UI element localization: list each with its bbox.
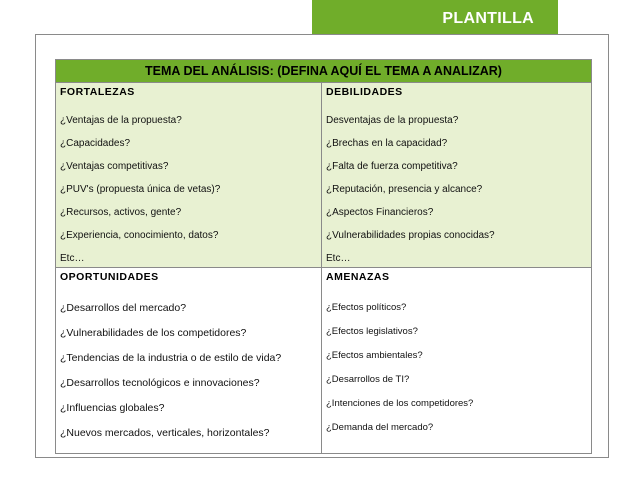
list-item: ¿Influencias globales? — [60, 402, 165, 414]
title-box — [312, 0, 558, 36]
fortalezas-cell — [56, 83, 322, 268]
list-item: ¿Brechas en la capacidad? — [326, 138, 448, 149]
list-item: ¿Aspectos Financieros? — [326, 207, 434, 218]
list-item: ¿Desarrollos de TI? — [326, 374, 410, 385]
list-item: ¿Efectos políticos? — [326, 302, 407, 313]
oportunidades-cell — [56, 268, 322, 454]
list-item: ¿Vulnerabilidades propias conocidas? — [326, 230, 495, 241]
list-item: ¿Falta de fuerza competitiva? — [326, 161, 458, 172]
list-item: ¿Efectos legislativos? — [326, 326, 418, 337]
list-item: ¿Tendencias de la industria o de estilo de vida? — [60, 352, 282, 364]
swot-table — [55, 59, 592, 454]
list-item: ¿Desarrollos del mercado? — [60, 302, 187, 314]
list-item: ¿Recursos, activos, gente? — [60, 207, 182, 218]
list-item: ¿Capacidades? — [60, 138, 131, 149]
list-item: Desventajas de la propuesta? — [326, 115, 459, 126]
list-item: ¿PUV's (propuesta única de vetas)? — [60, 184, 221, 195]
list-item: ¿Demanda del mercado? — [326, 422, 434, 433]
fortalezas-title: FORTALEZAS — [60, 86, 135, 98]
amenazas-title: AMENAZAS — [326, 271, 390, 283]
list-item: Etc… — [326, 253, 351, 264]
list-item: ¿Reputación, presencia y alcance? — [326, 184, 483, 195]
list-item: ¿Nuevos mercados, verticales, horizontales? — [60, 427, 270, 439]
slide-title: PLANTILLA — [442, 10, 534, 27]
amenazas-cell — [322, 268, 592, 454]
list-item: ¿Desarrollos tecnológicos e innovaciones? — [60, 377, 260, 389]
oportunidades-title: OPORTUNIDADES — [60, 271, 159, 283]
debilidades-title: DEBILIDADES — [326, 86, 403, 98]
list-item: ¿Efectos ambientales? — [326, 350, 423, 361]
list-item: Etc… — [60, 253, 85, 264]
list-item: ¿Ventajas competitivas? — [60, 161, 169, 172]
list-item: ¿Vulnerabilidades de los competidores? — [60, 327, 247, 339]
list-item: ¿Experiencia, conocimiento, datos? — [60, 230, 219, 241]
list-item: ¿Ventajas de la propuesta? — [60, 115, 182, 126]
list-item: ¿Intenciones de los competidores? — [326, 398, 474, 409]
topic-header: TEMA DEL ANÁLISIS: (DEFINA AQUÍ EL TEMA A ANALIZAR) — [56, 60, 592, 83]
debilidades-cell — [322, 83, 592, 268]
